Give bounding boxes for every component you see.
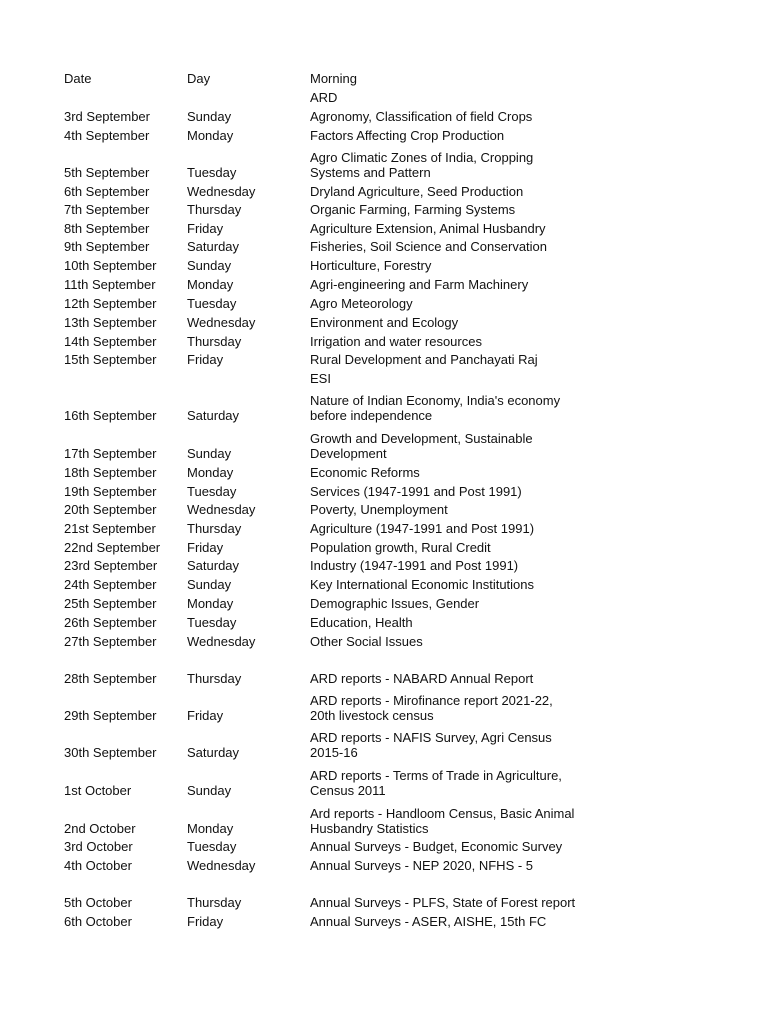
topic-cell: Growth and Development, Sustainable Development [310, 431, 533, 461]
topic-cell: Economic Reforms [310, 465, 420, 480]
date-cell: 24th September [64, 577, 157, 592]
date-cell: 14th September [64, 334, 157, 349]
topic-cell: Annual Surveys - ASER, AISHE, 15th FC [310, 914, 547, 929]
day-cell: Friday [187, 914, 224, 929]
header-morning: Morning [310, 71, 357, 86]
topic-cell: Agro Meteorology [310, 296, 413, 311]
topic-cell: Agronomy, Classification of field Crops [310, 109, 533, 124]
topic-cell: Poverty, Unemployment [310, 502, 448, 517]
topic-cell: Annual Surveys - NEP 2020, NFHS - 5 [310, 858, 534, 873]
date-cell: 15th September [64, 352, 157, 367]
topic-cell: Services (1947-1991 and Post 1991) [310, 484, 522, 499]
date-cell: 20th September [64, 502, 157, 517]
date-cell: 17th September [64, 446, 157, 461]
date-cell: 30th September [64, 745, 157, 760]
date-cell: 9th September [64, 239, 150, 254]
day-cell: Thursday [187, 895, 242, 910]
topic-cell: Other Social Issues [310, 634, 423, 649]
date-cell: 6th October [64, 914, 132, 929]
day-cell: Tuesday [187, 484, 237, 499]
day-cell: Sunday [187, 258, 232, 273]
day-cell: Monday [187, 596, 234, 611]
topic-cell: Industry (1947-1991 and Post 1991) [310, 558, 519, 573]
topic-cell: Key International Economic Institutions [310, 577, 535, 592]
table-row [64, 730, 584, 760]
day-cell: Friday [187, 540, 224, 555]
topic-cell: Fisheries, Soil Science and Conservation [310, 239, 548, 254]
day-cell: Sunday [187, 783, 232, 798]
date-cell: 3rd September [64, 109, 150, 124]
table-row [64, 619, 584, 649]
topic-cell: Rural Development and Panchayati Raj [310, 352, 538, 367]
topic-cell: Organic Farming, Farming Systems [310, 202, 516, 217]
topic-cell: Agriculture (1947-1991 and Post 1991) [310, 521, 535, 536]
section-label: ARD [310, 90, 338, 105]
day-cell: Thursday [187, 202, 242, 217]
day-cell: Saturday [187, 745, 240, 760]
day-cell: Wednesday [187, 184, 256, 199]
date-cell: 1st October [64, 783, 132, 798]
topic-cell: Demographic Issues, Gender [310, 596, 480, 611]
table-row [64, 113, 584, 143]
topic-cell: Dryland Agriculture, Seed Production [310, 184, 524, 199]
date-cell: 8th September [64, 221, 150, 236]
date-cell: 7th September [64, 202, 150, 217]
date-cell: 2nd October [64, 821, 136, 836]
date-cell: 4th September [64, 128, 150, 143]
day-cell: Friday [187, 352, 224, 367]
day-cell: Thursday [187, 671, 242, 686]
day-cell: Wednesday [187, 634, 256, 649]
topic-cell: Agriculture Extension, Animal Husbandry [310, 221, 546, 236]
topic-cell: Factors Affecting Crop Production [310, 128, 505, 143]
day-cell: Wednesday [187, 502, 256, 517]
date-cell: 3rd October [64, 839, 133, 854]
date-cell: 18th September [64, 465, 157, 480]
date-cell: 19th September [64, 484, 157, 499]
table-row [64, 843, 584, 873]
day-cell: Tuesday [187, 839, 237, 854]
section-row-esi [64, 356, 584, 386]
date-cell: 27th September [64, 634, 157, 649]
topic-cell: ARD reports - NAFIS Survey, Agri Census 2015-16 [310, 730, 552, 760]
date-cell: 10th September [64, 258, 157, 273]
topic-cell: Education, Health [310, 615, 413, 630]
date-cell: 22nd September [64, 540, 161, 555]
date-cell: 12th September [64, 296, 157, 311]
topic-cell: Annual Surveys - PLFS, State of Forest report [310, 895, 576, 910]
day-cell: Monday [187, 128, 234, 143]
table-row [64, 693, 584, 723]
day-cell: Sunday [187, 577, 232, 592]
table-row [64, 393, 584, 423]
topic-cell: Environment and Ecology [310, 315, 459, 330]
header-date: Date [64, 71, 92, 86]
date-cell: 4th October [64, 858, 132, 873]
date-cell: 23rd September [64, 558, 158, 573]
header-day: Day [187, 71, 211, 86]
day-cell: Sunday [187, 446, 232, 461]
date-cell: 26th September [64, 615, 157, 630]
topic-cell: Horticulture, Forestry [310, 258, 432, 273]
date-cell: 6th September [64, 184, 150, 199]
topic-cell: Agri-engineering and Farm Machinery [310, 277, 529, 292]
section-label: ESI [310, 371, 331, 386]
date-cell: 28th September [64, 671, 157, 686]
date-cell: 21st September [64, 521, 156, 536]
date-cell: 5th September [64, 165, 150, 180]
day-cell: Tuesday [187, 165, 237, 180]
date-cell: 5th October [64, 895, 132, 910]
day-cell: Thursday [187, 521, 242, 536]
day-cell: Sunday [187, 109, 232, 124]
topic-cell: Nature of Indian Economy, India's economy before independence [310, 393, 561, 423]
date-cell: 13th September [64, 315, 157, 330]
day-cell: Saturday [187, 239, 240, 254]
topic-cell: Ard reports - Handloom Census, Basic Animal Husbandry Statistics [310, 806, 575, 836]
topic-cell: Agro Climatic Zones of India, Cropping Systems and Pattern [310, 150, 534, 180]
day-cell: Wednesday [187, 858, 256, 873]
day-cell: Tuesday [187, 615, 237, 630]
topic-cell: ARD reports - NABARD Annual Report [310, 671, 534, 686]
day-cell: Monday [187, 277, 234, 292]
topic-cell: ARD reports - Terms of Trade in Agriculture, Census 2011 [310, 768, 562, 798]
date-cell: 11th September [64, 277, 156, 292]
day-cell: Wednesday [187, 315, 256, 330]
table-row [64, 768, 584, 798]
topic-cell: Population growth, Rural Credit [310, 540, 491, 555]
topic-cell: Annual Surveys - Budget, Economic Survey [310, 839, 563, 854]
day-cell: Friday [187, 221, 224, 236]
day-cell: Tuesday [187, 296, 237, 311]
day-cell: Saturday [187, 558, 240, 573]
topic-cell: ARD reports - Mirofinance report 2021-22, 20th livestock census [310, 693, 553, 723]
date-cell: 16th September [64, 408, 157, 423]
day-cell: Monday [187, 465, 234, 480]
topic-cell: Irrigation and water resources [310, 334, 482, 349]
day-cell: Thursday [187, 334, 242, 349]
day-cell: Monday [187, 821, 234, 836]
day-cell: Friday [187, 708, 224, 723]
table-row [64, 656, 584, 686]
table-row [64, 899, 584, 929]
date-cell: 25th September [64, 596, 157, 611]
day-cell: Saturday [187, 408, 240, 423]
date-cell: 29th September [64, 708, 157, 723]
